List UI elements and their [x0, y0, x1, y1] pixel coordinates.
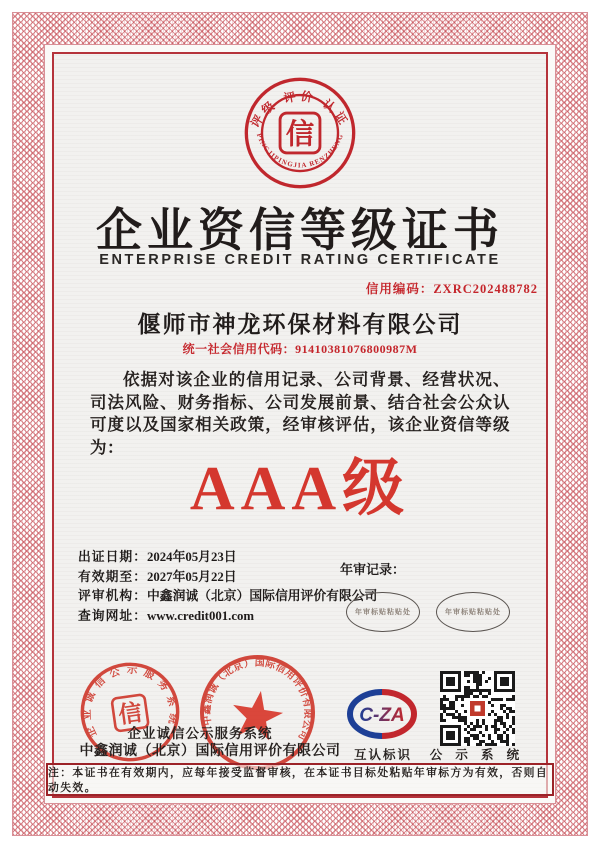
annual-review-sticker-slot: 年审标贴粘贴处 — [346, 592, 420, 632]
stamp-ring-text: 中鑫润诚（北京）国际信用评价有限公司 — [201, 657, 314, 743]
annual-review-label: 年审记录： — [340, 562, 406, 577]
stamp-center-glyph: 信 — [116, 700, 144, 730]
certificate-details — [78, 548, 377, 626]
credit-code-label: 信用编码： — [365, 282, 434, 296]
mutual-badge-label: 互认标识 — [353, 748, 412, 762]
detail-value: 中鑫润诚（北京）国际信用评价有限公司 — [146, 589, 378, 603]
uscc-line — [0, 340, 600, 357]
detail-label: 出证日期： — [78, 550, 147, 564]
detail-value: 2027年05月22日 — [146, 569, 237, 584]
certificate-title: 企业资信等级证书 — [96, 205, 504, 256]
detail-value: www.credit001.com — [146, 608, 255, 623]
uscc-label: 统一社会信用代码： — [182, 342, 296, 356]
issuer-line-agency: 中鑫润诚（北京）国际信用评价有限公司 — [79, 744, 341, 759]
issuer-line-system: 企业诚信公示服务系统 — [127, 726, 273, 741]
annual-review-sticker-slot: 年审标贴粘贴处 — [436, 592, 510, 632]
cza-mutual-recognition-logo — [346, 688, 418, 740]
qr-label: 公 示 系 统 — [429, 748, 525, 762]
detail-row-issue-date — [78, 548, 377, 568]
credit-code-line — [0, 279, 538, 297]
detail-label: 评审机构： — [78, 589, 147, 603]
credit-rating-seal-icon — [243, 76, 357, 190]
detail-row-valid-until — [78, 568, 377, 588]
cza-logo-text: C-ZA — [359, 705, 405, 726]
footer-note: 注：本证书在有效期内，应每年接受监督审核，在本证书目标处粘贴年审标方为有效，否则自动失效。 — [46, 763, 554, 796]
detail-row-rating-agency — [78, 587, 377, 607]
certificate-subtitle: ENTERPRISE CREDIT RATING CERTIFICATE — [99, 252, 501, 268]
rating-value: AAA级 — [189, 455, 411, 523]
certificate-body-text: 依据对该企业的信用记录、公司背景、经营状况、司法风险、财务指标、公司发展前景、结合社会公众认可度以及国家相关政策，经审核评估，该企业资信等级为： — [90, 370, 510, 457]
seal-arc-top-text: 评级 评价 认证 — [247, 88, 353, 131]
detail-row-query-url — [78, 607, 377, 627]
detail-label: 有效期至： — [78, 569, 147, 584]
seal-center-glyph: 信 — [285, 119, 315, 151]
detail-label: 查询网址： — [78, 608, 147, 623]
seal-arc-bottom-text: PINGJIPINGJIA RENZHENG — [254, 132, 346, 170]
rating-agency-stamp-icon — [189, 644, 325, 780]
detail-value: 2024年05月23日 — [146, 550, 237, 564]
stamp-ring-text: 企 业 诚 信 公 示 服 务 系 统 — [82, 664, 179, 739]
qr-code — [440, 671, 515, 746]
uscc-value: 91410381076800987M — [295, 342, 418, 356]
company-name: 偃师市神龙环保材料有限公司 — [137, 312, 463, 337]
credit-code-value: ZXRC202488782 — [433, 282, 538, 296]
